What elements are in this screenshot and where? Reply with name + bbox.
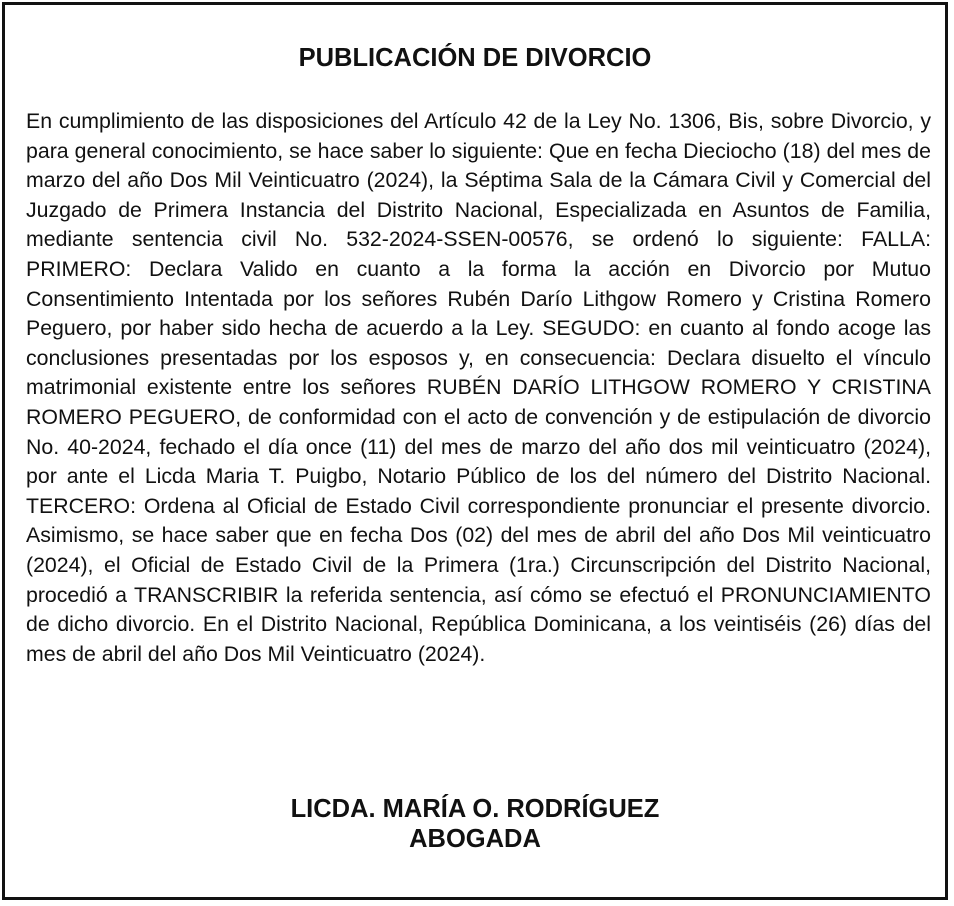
notice-body: En cumplimiento de las disposiciones del Artículo 42 de la Ley No. 1306, Bis, sobre Divorcio, y para general conocimiento, se hace saber lo siguiente: Que en fecha Dieciocho (18) del mes de marzo del año Dos Mil Veinticuatro (2024), la Séptima Sala de la Cámara Civil y Comercial del Juzgado de Primera Instancia del Distrito Nacional, Especializada en Asuntos de Familia, mediante sentencia civil No. 532-2024-SSEN-00576, se ordenó lo siguiente: FALLA: PRIMERO: Declara Valido en cuanto a la forma la acción en Divorcio por Mutuo Consentimiento Intentada por los señores Rubén Darío Lithgow Romero y Cristina Romero Peguero, por haber sido hecha de acuerdo a la Ley. SEGUDO: en cuanto al fondo acoge las conclusiones presentadas por los esposos y, en consecuencia: Declara disuelto el vínculo matrimonial existente entre los señores RUBÉN DARÍO LITHGOW ROMERO Y CRISTINA ROMERO PEGUERO, de conformidad con el acto de convención y de estipulación de divorcio No. 40-2024, fechado el día once (11) del mes de marzo del año dos mil veinticuatro (2024), por ante el Licda Maria T. Puigbo, Notario Público de los del número del Distrito Nacional. TERCERO: Ordena al Oficial de Estado Civil correspondiente pronunciar el presente divorcio. Asimismo, se hace saber que en fecha Dos (02) del mes de abril del año Dos Mil veinticuatro (2024), el Oficial de Estado Civil de la Primera (1ra.) Circunscripción del Distrito Nacional, procedió a TRANSCRIBIR la referida sentencia, así cómo se efectuó el PRONUNCIAMIENTO de dicho divorcio. En el Distrito Nacional, República Dominicana, a los veintiséis (26) días del mes de abril del año Dos Mil Veinticuatro (2024). [26, 109, 931, 666]
signature-role: ABOGADA [409, 825, 541, 853]
notice-title: PUBLICACIÓN DE DIVORCIO [298, 44, 652, 72]
notice-frame [2, 2, 948, 900]
signature-block [5, 794, 945, 854]
signature-name: LICDA. MARÍA O. RODRÍGUEZ [290, 795, 660, 823]
